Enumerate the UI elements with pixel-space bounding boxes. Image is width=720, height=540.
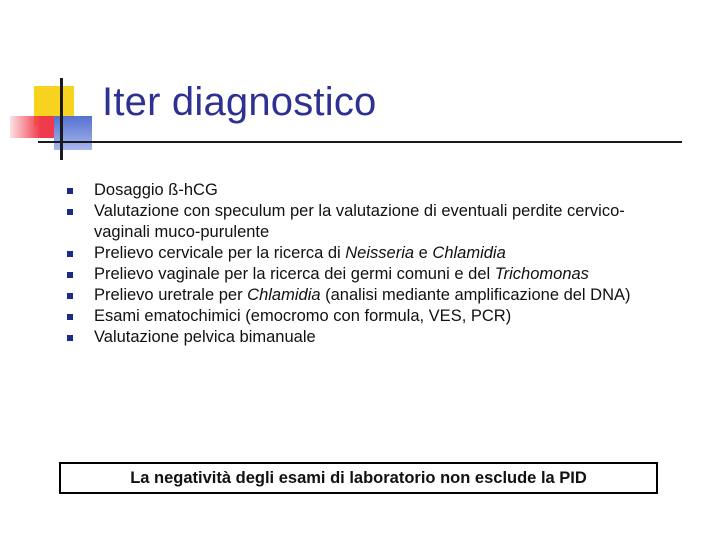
bullet-item xyxy=(64,180,674,201)
bullet-text: Prelievo vaginale per la ricerca dei germi comuni e del xyxy=(94,265,495,283)
bullet-text-italic: Neisseria xyxy=(345,244,415,262)
bullet-text-italic: Chlamidia xyxy=(247,286,321,304)
bullet-item xyxy=(64,201,674,243)
square-bullet-icon xyxy=(67,293,73,299)
title-underline xyxy=(38,141,682,143)
slide-title: Iter diagnostico xyxy=(102,80,377,124)
bullet-text: Prelievo cervicale per la ricerca di xyxy=(94,244,346,262)
bullet-text: Esami ematochimici (emocromo con formula, VES, PCR) xyxy=(94,307,512,325)
square-bullet-icon xyxy=(67,335,73,341)
square-bullet-icon xyxy=(67,251,73,257)
square-bullet-icon xyxy=(67,188,73,194)
decorative-logo xyxy=(0,0,110,170)
bullet-item xyxy=(64,306,674,327)
logo-vertical-line xyxy=(60,78,63,160)
bullet-item xyxy=(64,264,674,285)
bullet-text: Valutazione pelvica bimanuale xyxy=(94,328,316,346)
square-bullet-icon xyxy=(67,314,73,320)
bullet-text-italic: Chlamidia xyxy=(432,244,506,262)
square-bullet-icon xyxy=(67,209,73,215)
bullet-text: Valutazione con speculum per la valutazione di eventuali perdite cervico-vaginali muco-purulente xyxy=(94,202,625,241)
bullet-text-italic: Trichomonas xyxy=(494,265,589,283)
bullet-text: Dosaggio ß-hCG xyxy=(94,181,218,199)
conclusion-box: La negatività degli esami di laboratorio non esclude la PID xyxy=(59,462,658,494)
logo-red-square xyxy=(10,116,54,138)
bullet-item xyxy=(64,327,674,348)
square-bullet-icon xyxy=(67,272,73,278)
bullet-text: (analisi mediante amplificazione del DNA) xyxy=(320,286,631,304)
bullet-list xyxy=(64,180,674,348)
bullet-item xyxy=(64,243,674,264)
bullet-item xyxy=(64,285,674,306)
bullet-text: e xyxy=(414,244,433,262)
bullet-text: Prelievo uretrale per xyxy=(94,286,248,304)
